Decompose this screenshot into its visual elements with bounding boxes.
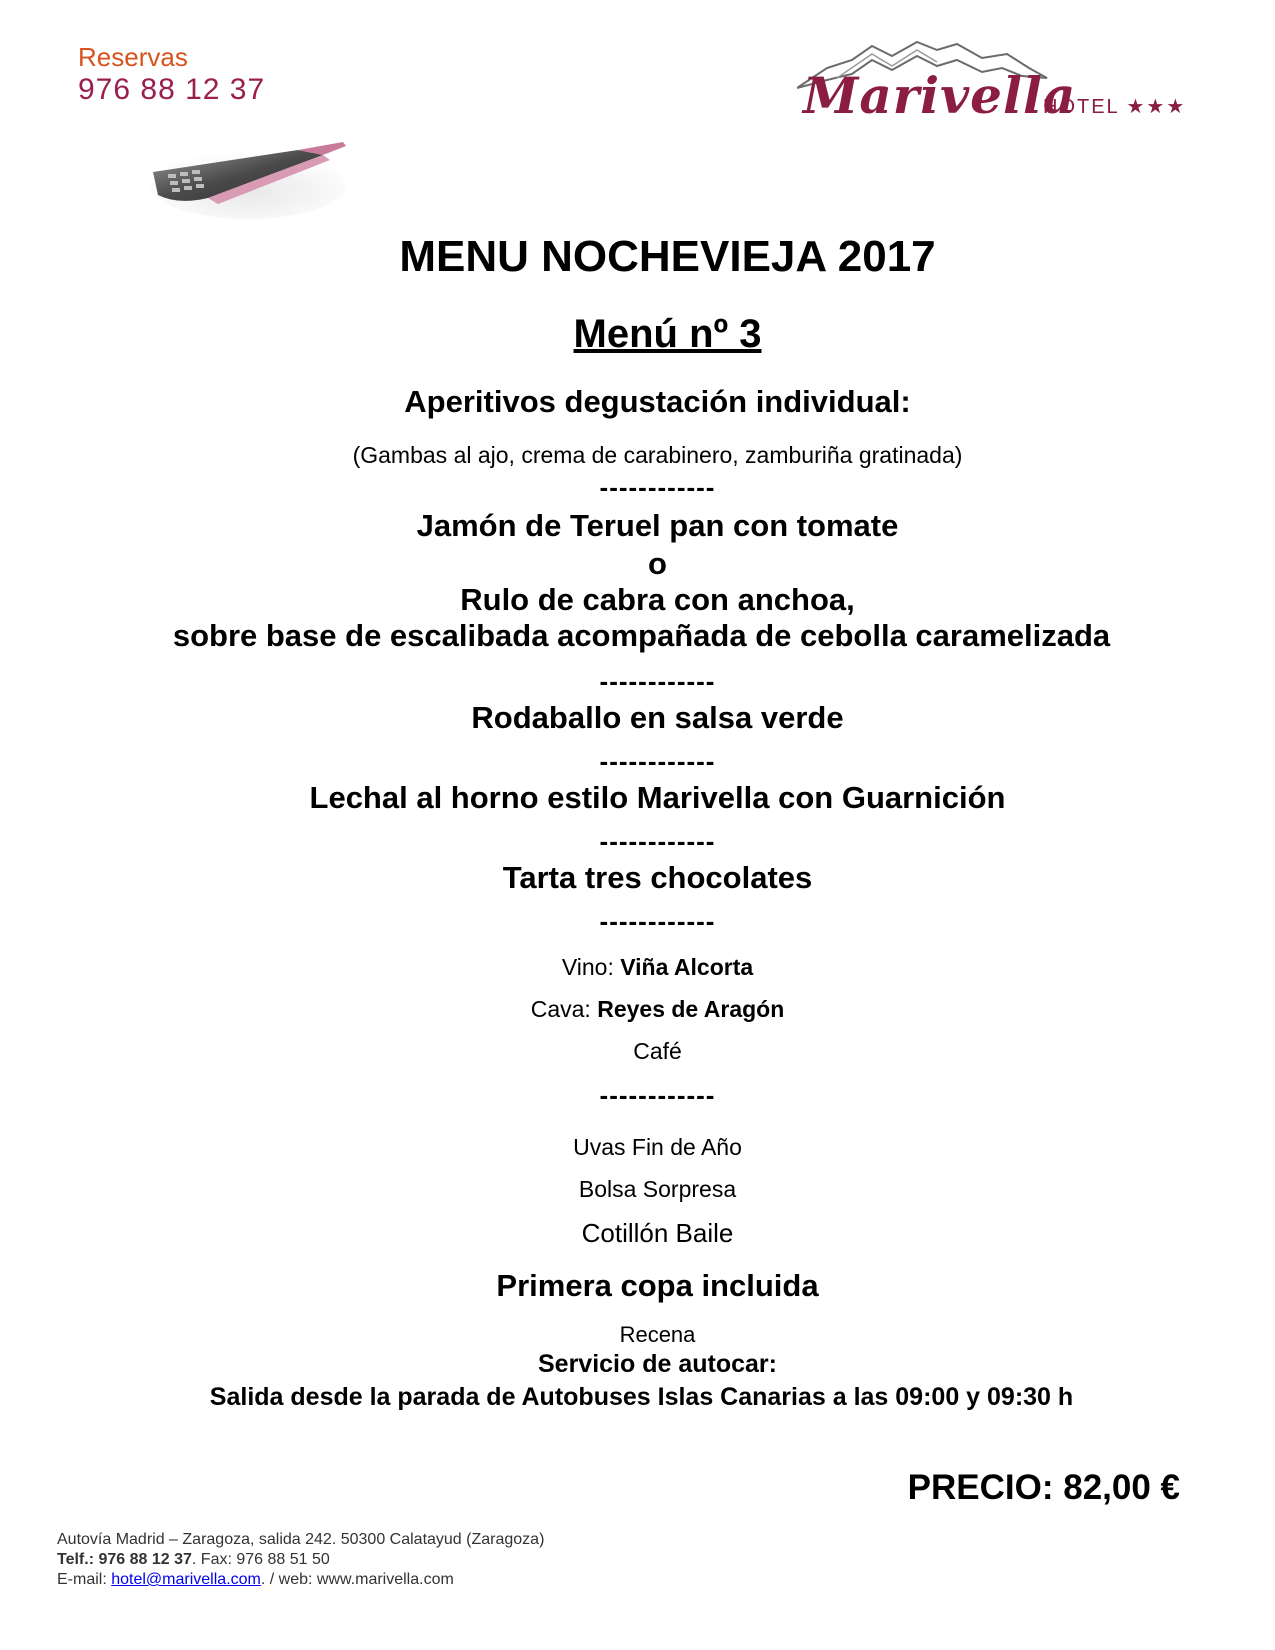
footer-email-label: E-mail:: [57, 1571, 112, 1588]
email-link[interactable]: hotel@marivella.com: [111, 1571, 261, 1588]
cava-value: Reyes de Aragón: [597, 996, 785, 1022]
separator: ------------: [599, 666, 716, 696]
reservations-label: Reservas: [78, 42, 188, 72]
aperitivos-heading: Aperitivos degustación individual:: [404, 384, 911, 419]
reservations-block: [78, 42, 348, 192]
dish-jamon: Jamón de Teruel pan con tomate: [416, 508, 899, 543]
logo-wordmark: Marivella: [803, 66, 1077, 125]
recena: Recena: [619, 1322, 696, 1347]
dish-lechal: Lechal al horno estilo Marivella con Guarnición: [309, 780, 1006, 815]
footer-telf: Telf.: 976 88 12 37: [57, 1551, 192, 1568]
footer-address: Autovía Madrid – Zaragoza, salida 242. 50300 Calatayud (Zaragoza): [57, 1531, 545, 1548]
dish-rodaballo: Rodaballo en salsa verde: [471, 700, 844, 735]
separator: ------------: [599, 1080, 716, 1110]
footer-fax: . Fax: 976 88 51 50: [191, 1551, 330, 1568]
cava-line: [20, 996, 1275, 1023]
footer-email-line: [57, 1570, 544, 1590]
aperitivos-description: (Gambas al ajo, crema de carabinero, zamburiña gratinada): [352, 442, 963, 468]
uvas: Uvas Fin de Año: [573, 1134, 742, 1160]
separator: ------------: [599, 826, 716, 856]
cava-label: Cava:: [530, 996, 598, 1022]
dessert: Tarta tres chocolates: [502, 860, 813, 895]
coffee: Café: [633, 1038, 682, 1064]
autocar-description: Salida desde la parada de Autobuses Islas Canarias a las 09:00 y 09:30 h: [209, 1383, 1074, 1411]
dish-rulo-line1: Rulo de cabra con anchoa,: [460, 582, 855, 617]
logo-hotel-stars: HOTEL ★★★: [1043, 96, 1187, 118]
price: PRECIO: 82,00 €: [907, 1468, 1180, 1507]
dish-rulo-line2: sobre base de escalibada acompañada de cebolla caramelizada: [172, 618, 1111, 653]
cotillon: Cotillón Baile: [581, 1218, 734, 1248]
footer-contact: [57, 1550, 544, 1570]
dish-or: o: [648, 546, 667, 581]
footer-web: . / web: www.marivella.com: [260, 1571, 454, 1588]
wine-line: [20, 954, 1275, 981]
separator: ------------: [599, 906, 716, 936]
mobile-phone-image: [148, 110, 348, 222]
separator: ------------: [599, 472, 716, 502]
bolsa-sorpresa: Bolsa Sorpresa: [578, 1176, 737, 1202]
footer: [57, 1530, 544, 1590]
wine-value: Viña Alcorta: [620, 954, 754, 980]
hotel-logo: [795, 38, 1195, 138]
autocar-title: Servicio de autocar:: [538, 1350, 777, 1378]
primera-copa: Primera copa incluida: [496, 1268, 819, 1303]
menu-subtitle: Menú nº 3: [573, 312, 762, 356]
reservations-phone: 976 88 12 37: [78, 73, 266, 106]
wine-label: Vino:: [561, 954, 621, 980]
separator: ------------: [599, 746, 716, 776]
menu-title: MENU NOCHEVIEJA 2017: [399, 232, 936, 281]
